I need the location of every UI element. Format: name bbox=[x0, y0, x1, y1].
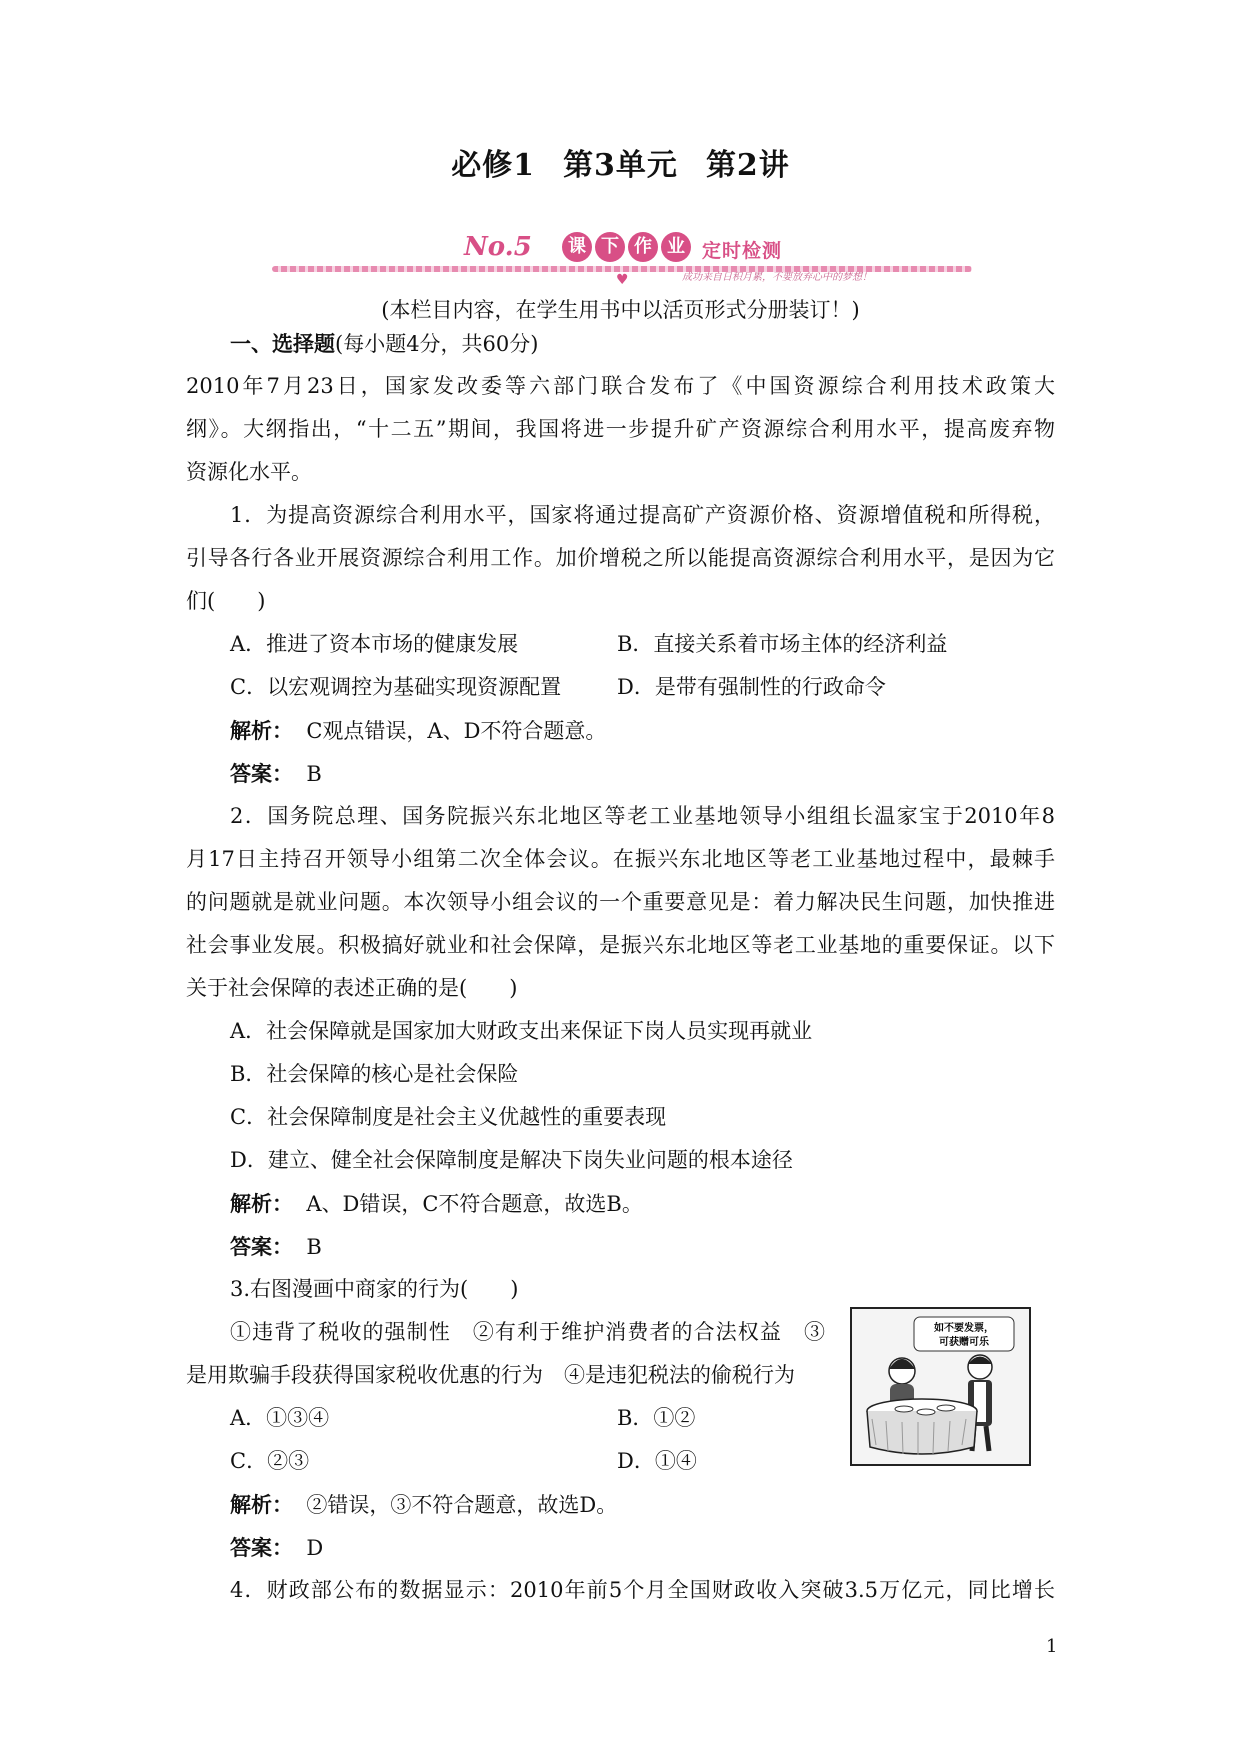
passage-line: 资源化水平。 bbox=[186, 460, 312, 484]
q4-stem-line: 4．财政部公布的数据显示：2010年前5个月全国财政收入突破3.5万亿元，同比增长 bbox=[230, 1578, 1055, 1602]
q2-option-b: B．社会保障的核心是社会保险 bbox=[230, 1062, 519, 1086]
cartoon-caption-line: 如不要发票， bbox=[934, 1323, 994, 1334]
binding-note: (本栏目内容，在学生用书中以活页形式分册装订！) bbox=[381, 298, 860, 322]
banner-char: 下 bbox=[595, 232, 625, 262]
banner-number: No.5 bbox=[464, 232, 532, 262]
q3-option-c: C．②③ bbox=[230, 1449, 310, 1473]
banner-slogan: 成功来自日积月累，不要放弃心中的梦想！ bbox=[682, 272, 872, 283]
cartoon-illustration bbox=[852, 1309, 1029, 1464]
q1-option-b: B．直接关系着市场主体的经济利益 bbox=[617, 632, 948, 656]
banner-subtitle: 定时检测 bbox=[702, 240, 783, 262]
q2-option-d: D．建立、健全社会保障制度是解决下岗失业问题的根本途径 bbox=[230, 1148, 793, 1172]
cartoon-caption-line: 可获赠可乐 bbox=[939, 1337, 989, 1348]
page-title bbox=[0, 140, 1241, 184]
page-number: 1 bbox=[1046, 1636, 1058, 1657]
banner-bubbles bbox=[562, 232, 691, 262]
q1-answer: 答案： B bbox=[230, 761, 322, 786]
section-heading: 一、选择题(每小题4分，共60分) bbox=[230, 331, 539, 356]
banner-char: 业 bbox=[661, 232, 691, 262]
q2-stem-line: 2．国务院总理、国务院振兴东北地区等老工业基地领导小组组长温家宝于2010年8 bbox=[230, 804, 1055, 828]
q2-stem-line: 月17日主持召开领导小组第二次全体会议。在振兴东北地区等老工业基地过程中，最棘手 bbox=[186, 847, 1055, 871]
q3-statement-line: 是用欺骗手段获得国家税收优惠的行为 ④是违犯税法的偷税行为 bbox=[186, 1363, 795, 1387]
banner-char: 课 bbox=[562, 232, 592, 262]
q1-analysis: 解析： C观点错误，A、D不符合题意。 bbox=[230, 718, 607, 743]
title-unit: 第3单元 bbox=[563, 148, 678, 183]
passage-line: 2010年7月23日，国家发改委等六部门联合发布了《中国资源综合利用技术政策大 bbox=[186, 374, 1055, 398]
heart-icon: ♥ bbox=[616, 272, 629, 288]
title-module: 必修1 bbox=[451, 148, 536, 183]
q3-analysis: 解析： ②错误，③不符合题意，故选D。 bbox=[230, 1492, 618, 1517]
q2-option-c: C．社会保障制度是社会主义优越性的重要表现 bbox=[230, 1105, 667, 1129]
q3-option-b: B．①② bbox=[617, 1406, 696, 1430]
q1-stem-line: 们( ) bbox=[186, 589, 266, 613]
q1-stem-line: 1．为提高资源综合利用水平，国家将通过提高矿产资源价格、资源增值税和所得税， bbox=[230, 503, 1055, 527]
q1-stem-line: 引导各行各业开展资源综合利用工作。加价增税之所以能提高资源综合利用水平，是因为它 bbox=[186, 546, 1055, 570]
q2-stem-line: 关于社会保障的表述正确的是( ) bbox=[186, 976, 518, 1000]
title-lecture: 第2讲 bbox=[705, 148, 790, 183]
q3-statement-line: ①违背了税收的强制性 ②有利于维护消费者的合法权益 ③ bbox=[230, 1320, 825, 1344]
q2-option-a: A．社会保障就是国家加大财政支出来保证下岗人员实现再就业 bbox=[230, 1019, 813, 1043]
q2-analysis: 解析： A、D错误，C不符合题意，故选B。 bbox=[230, 1191, 643, 1216]
q3-answer: 答案： D bbox=[230, 1535, 324, 1560]
q3-option-a: A．①③④ bbox=[230, 1406, 330, 1430]
tax-cartoon bbox=[850, 1307, 1031, 1466]
homework-banner bbox=[272, 228, 972, 290]
q1-option-a: A．推进了资本市场的健康发展 bbox=[230, 632, 519, 656]
q2-stem-line: 社会事业发展。积极搞好就业和社会保障，是振兴东北地区等老工业基地的重要保证。以下 bbox=[186, 933, 1055, 957]
q1-option-d: D．是带有强制性的行政命令 bbox=[617, 675, 886, 699]
q1-option-c: C．以宏观调控为基础实现资源配置 bbox=[230, 675, 562, 699]
banner-char: 作 bbox=[628, 232, 658, 262]
q3-stem: 3.右图漫画中商家的行为( ) bbox=[230, 1277, 519, 1301]
passage-line: 纲》。大纲指出，“十二五”期间，我国将进一步提升矿产资源综合利用水平，提高废弃物 bbox=[186, 417, 1055, 441]
q2-stem-line: 的问题就是就业问题。本次领导小组会议的一个重要意见是：着力解决民生问题，加快推进 bbox=[186, 890, 1055, 914]
q2-answer: 答案： B bbox=[230, 1234, 322, 1259]
q3-option-d: D．①④ bbox=[617, 1449, 697, 1473]
